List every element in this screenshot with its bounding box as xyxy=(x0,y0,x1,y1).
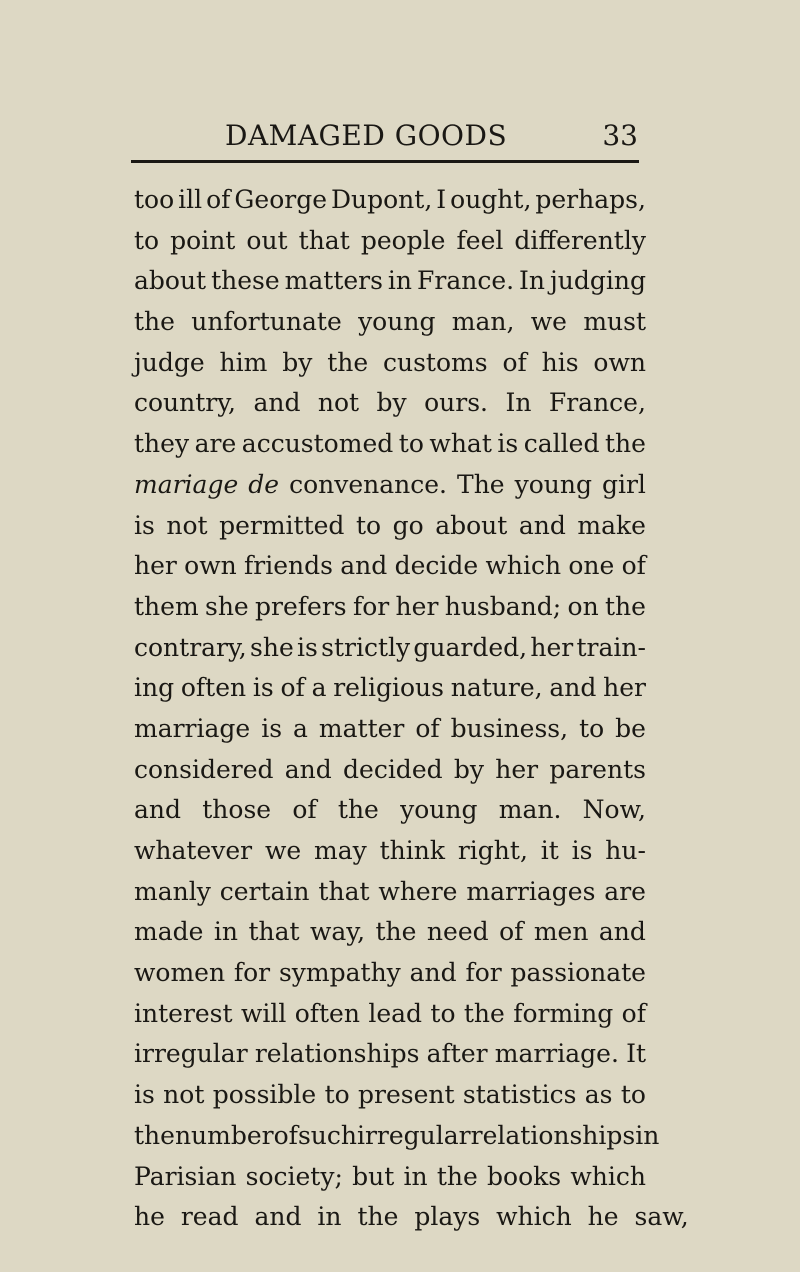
word: a xyxy=(293,713,308,743)
word: of xyxy=(280,673,305,703)
word: contrary, xyxy=(134,632,247,662)
word: parents xyxy=(549,754,646,784)
word: books xyxy=(487,1161,562,1191)
word: but xyxy=(352,1161,395,1191)
word: ours. xyxy=(424,388,489,418)
word: sympathy xyxy=(278,958,401,988)
word: is xyxy=(134,1080,155,1110)
word: her xyxy=(603,673,646,703)
word: permitted xyxy=(219,510,345,540)
word: which xyxy=(570,1161,646,1191)
word: is xyxy=(261,713,283,743)
word: in xyxy=(387,266,413,296)
word: often xyxy=(294,998,360,1028)
word: judge xyxy=(134,347,205,377)
word: and xyxy=(409,958,457,988)
word: forming xyxy=(513,998,614,1028)
word: Parisian xyxy=(134,1161,237,1191)
word: think xyxy=(379,836,445,865)
word: ing xyxy=(134,673,175,703)
word: by xyxy=(453,754,484,784)
word: make xyxy=(577,510,646,540)
word: society; xyxy=(245,1161,343,1191)
word: in xyxy=(403,1161,428,1191)
word: considered xyxy=(134,754,274,784)
text-line xyxy=(134,424,646,465)
word: husband; xyxy=(444,591,562,621)
running-head-title: DAMAGED GOODS xyxy=(225,119,508,152)
word: country, xyxy=(134,388,237,418)
word: to xyxy=(134,225,160,255)
text-line xyxy=(134,709,646,750)
word: about xyxy=(435,510,508,540)
word: they xyxy=(134,429,190,459)
word: whatever xyxy=(134,836,253,865)
text-line xyxy=(134,302,646,343)
word: relationships xyxy=(254,1039,420,1069)
line-text: he read and in the plays which he saw, xyxy=(134,1202,689,1232)
word: certain xyxy=(219,876,310,906)
word: by xyxy=(282,347,313,377)
word: manly xyxy=(134,876,211,906)
word: business, xyxy=(450,713,569,743)
text-line xyxy=(134,1075,646,1116)
word: will xyxy=(240,998,287,1028)
word: irregular xyxy=(356,1120,471,1150)
word: young xyxy=(514,469,592,499)
word: matter xyxy=(318,713,405,743)
word: are xyxy=(604,876,646,906)
word: and xyxy=(340,551,388,581)
word: that xyxy=(298,225,350,255)
word: hu- xyxy=(605,836,646,865)
word: not xyxy=(166,510,208,540)
word: the xyxy=(134,307,175,337)
text-line xyxy=(134,994,646,1035)
word: of xyxy=(621,551,646,581)
word: relationships xyxy=(470,1120,636,1150)
word: of xyxy=(499,917,524,947)
text-line xyxy=(134,668,646,709)
word: is xyxy=(252,673,274,703)
word: nature, xyxy=(450,673,543,703)
word: France. xyxy=(417,266,515,296)
word: In xyxy=(505,388,532,418)
word: train- xyxy=(576,632,646,662)
text-line xyxy=(134,790,646,831)
word: man. xyxy=(498,795,562,825)
word: a xyxy=(311,673,327,703)
word: George xyxy=(234,185,327,214)
word: accustomed xyxy=(241,429,394,459)
word: are xyxy=(194,429,237,459)
word: irregular xyxy=(134,1039,248,1069)
word: and xyxy=(253,388,301,418)
word: is xyxy=(134,510,155,540)
word: his xyxy=(541,347,579,377)
word: of xyxy=(415,713,440,743)
word: perhaps, xyxy=(535,185,646,214)
header-rule xyxy=(131,160,639,163)
word: must xyxy=(583,307,646,337)
word: and xyxy=(518,510,566,540)
word: may xyxy=(314,836,367,865)
word: and xyxy=(598,917,646,947)
word: man, xyxy=(451,307,515,337)
word: marriage. xyxy=(494,1039,619,1069)
word: of xyxy=(621,998,646,1028)
word: France, xyxy=(548,388,646,418)
word: and xyxy=(284,754,332,784)
word: to xyxy=(355,510,382,540)
word: to xyxy=(620,1080,646,1110)
body-text xyxy=(134,180,689,1238)
word: decide xyxy=(394,551,479,581)
word: her xyxy=(134,551,177,581)
word: on xyxy=(567,591,599,621)
word: the xyxy=(327,347,369,377)
word: of xyxy=(292,795,317,825)
word: those xyxy=(202,795,272,825)
text-line xyxy=(134,872,646,913)
word: out xyxy=(246,225,288,255)
text-line xyxy=(134,1034,646,1075)
word: as xyxy=(584,1080,613,1110)
running-head xyxy=(130,118,640,158)
word: girl xyxy=(601,469,646,499)
word: she xyxy=(250,632,294,662)
word: mariage xyxy=(134,469,239,499)
word: and xyxy=(134,795,182,825)
word: to xyxy=(398,429,424,459)
word: the xyxy=(337,795,379,825)
word: own xyxy=(593,347,646,377)
word: by xyxy=(376,388,407,418)
word: in xyxy=(213,917,238,947)
word: friends xyxy=(244,551,333,581)
word: of xyxy=(273,1120,298,1150)
word: for xyxy=(352,591,390,621)
word: ought, xyxy=(450,185,532,214)
word: Dupont, xyxy=(330,185,433,214)
word: men xyxy=(533,917,589,947)
word: him xyxy=(219,347,268,377)
word: the xyxy=(605,429,646,459)
text-line xyxy=(134,628,646,669)
word: differently xyxy=(514,225,646,255)
word: that xyxy=(318,876,370,906)
text-line xyxy=(134,831,646,872)
word: not xyxy=(163,1080,205,1110)
word: judging xyxy=(550,266,646,296)
word: guarded, xyxy=(413,632,528,662)
word: called xyxy=(523,429,600,459)
text-line xyxy=(134,1157,646,1198)
word: young xyxy=(358,307,436,337)
word: too xyxy=(134,185,175,214)
text-line xyxy=(134,506,646,547)
word: interest xyxy=(134,998,233,1028)
word: possible xyxy=(212,1080,317,1110)
word: to xyxy=(324,1080,350,1110)
word: we xyxy=(530,307,567,337)
text-line xyxy=(134,1116,660,1157)
word: not xyxy=(317,388,360,418)
word: unfortunate xyxy=(191,307,342,337)
word: strictly xyxy=(321,632,411,662)
word: one xyxy=(568,551,615,581)
word: Now, xyxy=(582,795,646,825)
word: need xyxy=(426,917,489,947)
text-line xyxy=(134,953,646,994)
word: decided xyxy=(343,754,443,784)
text-line xyxy=(134,465,646,506)
word: women xyxy=(134,958,226,988)
word: statistics xyxy=(462,1080,577,1110)
word: young xyxy=(400,795,478,825)
word: her xyxy=(495,754,539,784)
word: present xyxy=(358,1080,455,1110)
word: point xyxy=(170,225,236,255)
word: It xyxy=(626,1039,646,1069)
word: to xyxy=(579,713,605,743)
word: to xyxy=(430,998,456,1028)
word: which xyxy=(485,551,562,581)
word: The xyxy=(457,469,505,499)
word: customs xyxy=(383,347,488,377)
word: prefers xyxy=(255,591,347,621)
word: she xyxy=(204,591,249,621)
text-line xyxy=(134,383,646,424)
word: number xyxy=(174,1120,274,1150)
word: passionate xyxy=(510,958,646,988)
word: her xyxy=(530,632,574,662)
word: it xyxy=(540,836,559,865)
word: them xyxy=(134,591,199,621)
word: the xyxy=(605,591,646,621)
word: the xyxy=(375,917,417,947)
word: the xyxy=(463,998,505,1028)
word: people xyxy=(360,225,446,255)
word: is xyxy=(571,836,593,865)
word: we xyxy=(264,836,302,865)
word: of xyxy=(206,185,231,214)
word: of xyxy=(502,347,527,377)
word: is xyxy=(497,429,519,459)
word: way, xyxy=(310,917,366,947)
word: In xyxy=(519,266,546,296)
word: go xyxy=(392,510,424,540)
word: for xyxy=(233,958,271,988)
word: made xyxy=(134,917,204,947)
word: for xyxy=(465,958,502,988)
word: religious xyxy=(333,673,444,703)
word: her xyxy=(395,591,439,621)
word: ill xyxy=(178,185,203,214)
word: matters xyxy=(284,266,383,296)
word: often xyxy=(180,673,247,703)
text-line xyxy=(134,912,646,953)
word: such xyxy=(297,1120,357,1150)
page-number: 33 xyxy=(602,119,638,152)
text-line xyxy=(134,343,646,384)
word: I xyxy=(436,185,447,214)
word: right, xyxy=(457,836,528,865)
text-line xyxy=(134,750,646,791)
text-line xyxy=(134,221,646,262)
text-line xyxy=(134,546,646,587)
word: what xyxy=(429,429,492,459)
word: and xyxy=(549,673,597,703)
word: de xyxy=(248,469,280,499)
text-line xyxy=(134,261,646,302)
word: these xyxy=(211,266,280,296)
text-line xyxy=(134,1197,689,1238)
word: marriage xyxy=(134,713,251,743)
word: own xyxy=(184,551,237,581)
word: the xyxy=(134,1120,175,1150)
text-line xyxy=(134,180,646,221)
word: convenance. xyxy=(289,469,448,499)
word: be xyxy=(615,713,646,743)
word: after xyxy=(426,1039,488,1069)
word: about xyxy=(134,266,207,296)
word: is xyxy=(297,632,318,662)
word: lead xyxy=(368,998,423,1028)
word: the xyxy=(436,1161,478,1191)
word: that xyxy=(248,917,300,947)
word: feel xyxy=(456,225,504,255)
word: in xyxy=(635,1120,660,1150)
word: marriages xyxy=(466,876,596,906)
word: where xyxy=(378,876,458,906)
text-line xyxy=(134,587,646,628)
